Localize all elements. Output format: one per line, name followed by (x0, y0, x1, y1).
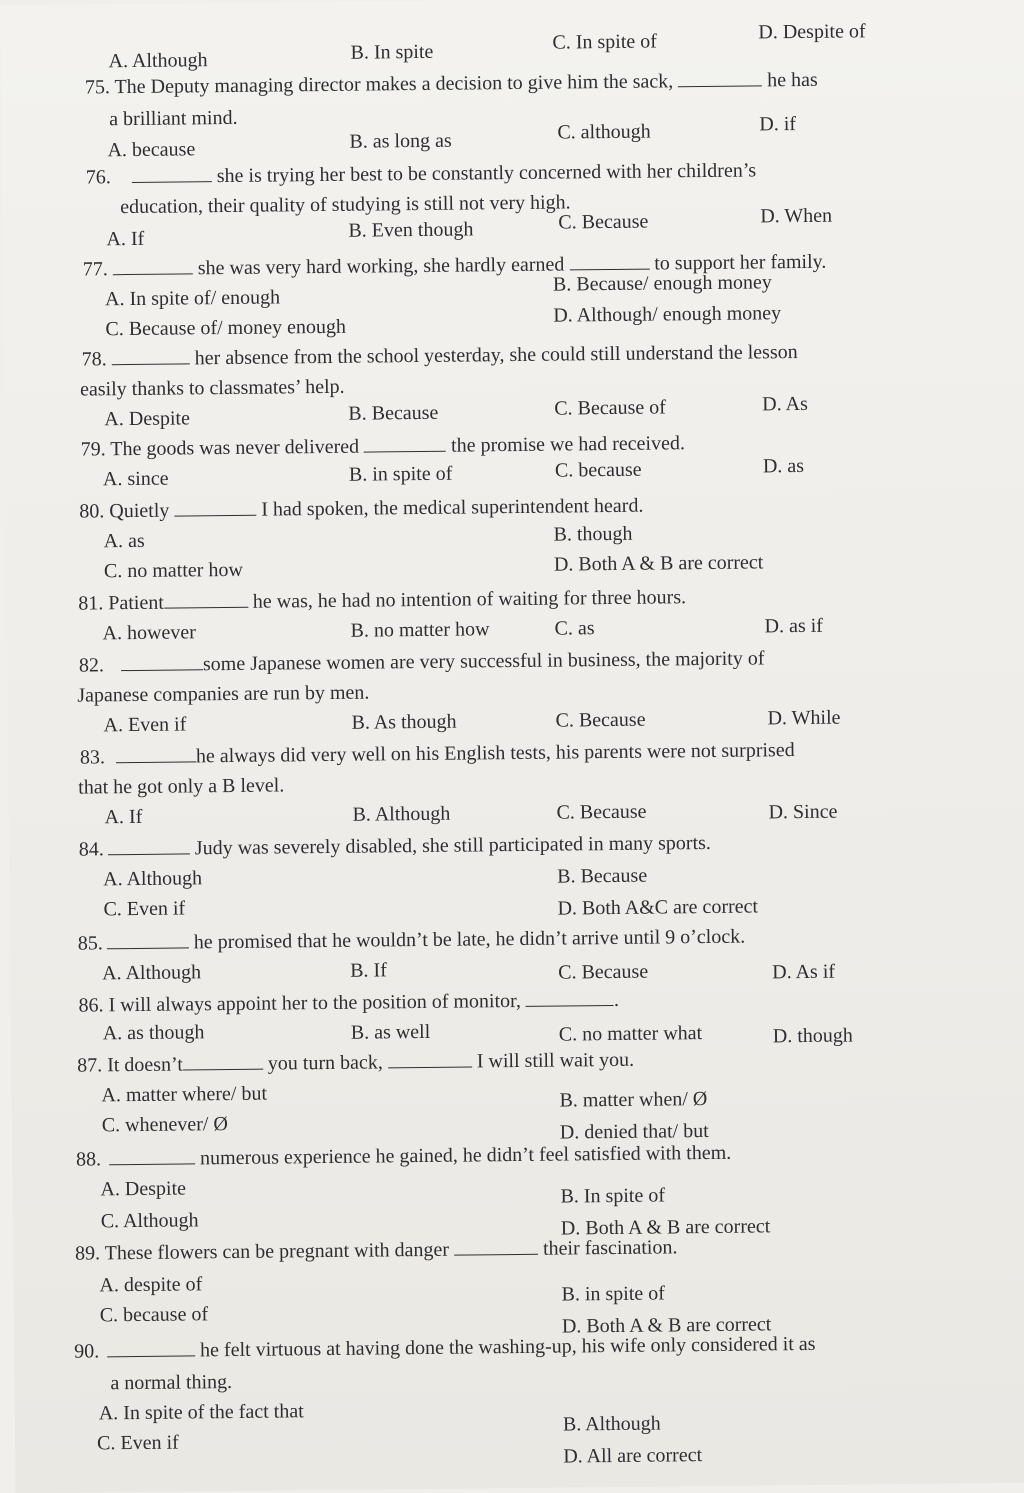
option-b: B. In spite of (560, 1184, 666, 1208)
option-c: C. Because (556, 800, 647, 824)
option-a: A. If (106, 227, 145, 251)
question-text: she is trying her best to be constantly concerned with her children’s (216, 159, 757, 188)
question-80 (79, 493, 643, 525)
answer-blank[interactable] (454, 1238, 538, 1256)
answer-blank[interactable] (183, 1053, 263, 1071)
question-text: I will always appoint her to the position of monitor, (108, 989, 522, 1017)
question-text: numerous experience he gained, he didn’t feel satisfied with them. (199, 1141, 732, 1170)
option-a: A. since (102, 467, 169, 491)
question-text: . (613, 988, 620, 1011)
option-d: D. Despite of (758, 20, 866, 44)
option-b: B. though (553, 522, 633, 546)
option-a: A. In spite of the fact that (98, 1400, 304, 1425)
answer-blank[interactable] (107, 1339, 195, 1357)
option-a: A. Despite (100, 1177, 187, 1201)
option-b: B. as long as (349, 129, 452, 153)
option-c: C. Because (555, 708, 646, 732)
option-a: A. Although (103, 867, 203, 891)
question-text: he felt virtuous at having done the washing-up, his wife only considered it as (200, 1332, 816, 1362)
answer-blank[interactable] (174, 499, 256, 517)
option-d: D. As (762, 392, 808, 416)
option-c: C. Even if (96, 1431, 179, 1455)
question-number: 77. (82, 258, 108, 281)
option-d: D. As if (772, 960, 836, 984)
option-b: B. Because (557, 864, 648, 888)
option-b: B. As though (351, 710, 457, 734)
option-c: C. Because of (554, 396, 667, 420)
question-number: 79. (80, 438, 106, 461)
question-number: 86. (78, 994, 104, 1017)
question-text: Japanese companies are run by men. (77, 681, 370, 707)
question-text: to support her family. (654, 250, 827, 275)
option-a: A. matter where/ but (101, 1082, 268, 1107)
question-88 (76, 1140, 731, 1173)
option-d: D. denied that/ but (559, 1120, 709, 1144)
question-text: you turn back, (267, 1051, 383, 1075)
question-text: she was very hard working, she hardly earned (197, 253, 565, 280)
question-number: 82. (78, 654, 105, 677)
option-a: A. Despite (104, 407, 191, 431)
answer-blank[interactable] (678, 69, 762, 87)
option-d: D. All are correct (563, 1444, 703, 1468)
option-c: C. although (557, 120, 651, 144)
option-c: C. Because (558, 210, 649, 234)
option-d: D. When (760, 204, 833, 228)
question-84 (79, 830, 711, 863)
question-number: 83. (79, 746, 106, 769)
question-number: 80. (79, 500, 105, 523)
option-b: B. matter when/ Ø (559, 1088, 708, 1112)
question-89 (75, 1234, 678, 1266)
option-a: A. In spite of/ enough (104, 286, 281, 311)
option-b: B. Although (562, 1412, 661, 1436)
question-text: The goods was never delivered (110, 435, 360, 461)
answer-blank[interactable] (526, 989, 614, 1007)
question-81 (78, 584, 686, 616)
option-b: B. Even though (348, 218, 474, 242)
question-86 (78, 987, 619, 1019)
option-a: A. however (102, 621, 197, 645)
question-text: a normal thing. (110, 1371, 233, 1395)
option-d: D. While (767, 706, 841, 730)
question-85 (78, 924, 746, 957)
option-c: C. Because (558, 960, 649, 984)
question-text: some Japanese women are very successful in business, the majority of (202, 647, 765, 676)
answer-blank[interactable] (388, 1050, 472, 1068)
question-number: 85. (77, 932, 103, 955)
question-text: These flowers can be pregnant with danger (104, 1238, 450, 1265)
answer-blank[interactable] (112, 347, 190, 365)
answer-blank[interactable] (364, 435, 446, 453)
question-text: the promise we had received. (451, 432, 686, 457)
question-number: 88. (76, 1148, 102, 1171)
question-text: easily thanks to classmates’ help. (79, 375, 345, 401)
answer-blank[interactable] (164, 591, 248, 609)
question-text: he promised that he wouldn’t be late, he didn’t arrive until 9 o’clock. (193, 925, 746, 954)
question-78 (82, 339, 798, 372)
option-d: D. as (762, 454, 805, 478)
option-c: C. no matter what (558, 1022, 703, 1046)
question-text: I had spoken, the medical superintendent heard. (261, 494, 644, 521)
question-number: 76. (85, 166, 111, 189)
question-text: he was, he had no intention of waiting for three hours. (252, 586, 687, 613)
question-text: he always did very well on his English tests, his parents were not surprised (195, 739, 795, 768)
question-number: 84. (78, 838, 104, 861)
answer-blank[interactable] (108, 837, 190, 855)
option-d: D. though (772, 1024, 853, 1048)
option-b: B. in spite of (561, 1282, 666, 1306)
question-text: that he got only a B level. (78, 774, 285, 799)
answer-blank[interactable] (113, 257, 193, 275)
option-a: A. as (103, 529, 145, 553)
option-d: D. Both A & B are correct (561, 1313, 772, 1338)
answer-blank[interactable] (109, 1147, 195, 1165)
option-b: B. If (350, 959, 387, 982)
option-c: C. Even if (103, 897, 186, 921)
question-text: Quietly (109, 499, 170, 523)
option-b: B. as well (350, 1020, 431, 1044)
option-a: A. despite of (99, 1273, 203, 1297)
option-d: D. Both A & B are correct (553, 551, 764, 576)
option-a: A. Although (108, 49, 208, 73)
answer-blank[interactable] (107, 931, 189, 949)
question-text: education, their quality of studying is still not very high. (120, 191, 571, 219)
option-a: A. Even if (103, 713, 187, 737)
option-a: A. If (104, 805, 143, 829)
option-c: C. In spite of (552, 30, 657, 54)
question-87 (77, 1047, 634, 1079)
question-text: Judy was severely disabled, she still participated in many sports. (194, 831, 711, 860)
option-c: C. no matter how (103, 558, 243, 583)
question-82 (79, 645, 765, 678)
option-a: A. because (107, 138, 196, 162)
question-number: 90. (74, 1340, 100, 1363)
option-a: A. as though (102, 1021, 205, 1045)
question-number: 81. (78, 592, 104, 615)
option-d: D. as if (764, 614, 824, 638)
question-number: 75. (84, 76, 111, 99)
option-c: C. because (554, 458, 642, 482)
answer-blank[interactable] (116, 745, 196, 763)
question-text: he has (767, 68, 818, 92)
option-a: A. Although (102, 961, 202, 985)
option-b: B. Because/ enough money (552, 271, 772, 296)
option-d: D. if (759, 113, 797, 136)
option-b: B. In spite (350, 40, 434, 64)
option-d: D. Both A&C are correct (557, 895, 759, 920)
option-b: B. Although (352, 802, 451, 826)
option-c: C. Because of/ money enough (105, 315, 347, 341)
question-number: 89. (74, 1242, 101, 1265)
question-83 (80, 737, 795, 770)
option-d: D. Both A & B are correct (560, 1215, 771, 1240)
question-text: her absence from the school yesterday, she could still understand the lesson (194, 341, 798, 370)
option-c: C. because of (99, 1303, 209, 1327)
answer-blank[interactable] (132, 165, 212, 183)
option-d: D. Although/ enough money (553, 302, 782, 327)
answer-blank[interactable] (121, 653, 203, 671)
question-text: It doesn’t (107, 1053, 183, 1077)
option-b: B. in spite of (348, 462, 453, 486)
question-text: their fascination. (542, 1236, 678, 1260)
question-number: 87. (77, 1054, 103, 1077)
option-c: C. Although (100, 1209, 199, 1233)
question-text: The Deputy managing director makes a decision to give him the sack, (114, 70, 674, 99)
question-90 (74, 1331, 816, 1365)
option-b: B. Because (348, 401, 439, 425)
question-number: 78. (81, 348, 107, 371)
question-text: Patient (108, 591, 164, 615)
option-c: C. whenever/ Ø (101, 1113, 228, 1137)
answer-blank[interactable] (569, 253, 649, 271)
question-text: a brilliant mind. (109, 106, 238, 131)
question-text: I will still wait you. (476, 1048, 635, 1073)
option-d: D. Since (768, 800, 838, 824)
option-b: B. no matter how (350, 618, 490, 642)
option-c: C. as (554, 617, 595, 640)
